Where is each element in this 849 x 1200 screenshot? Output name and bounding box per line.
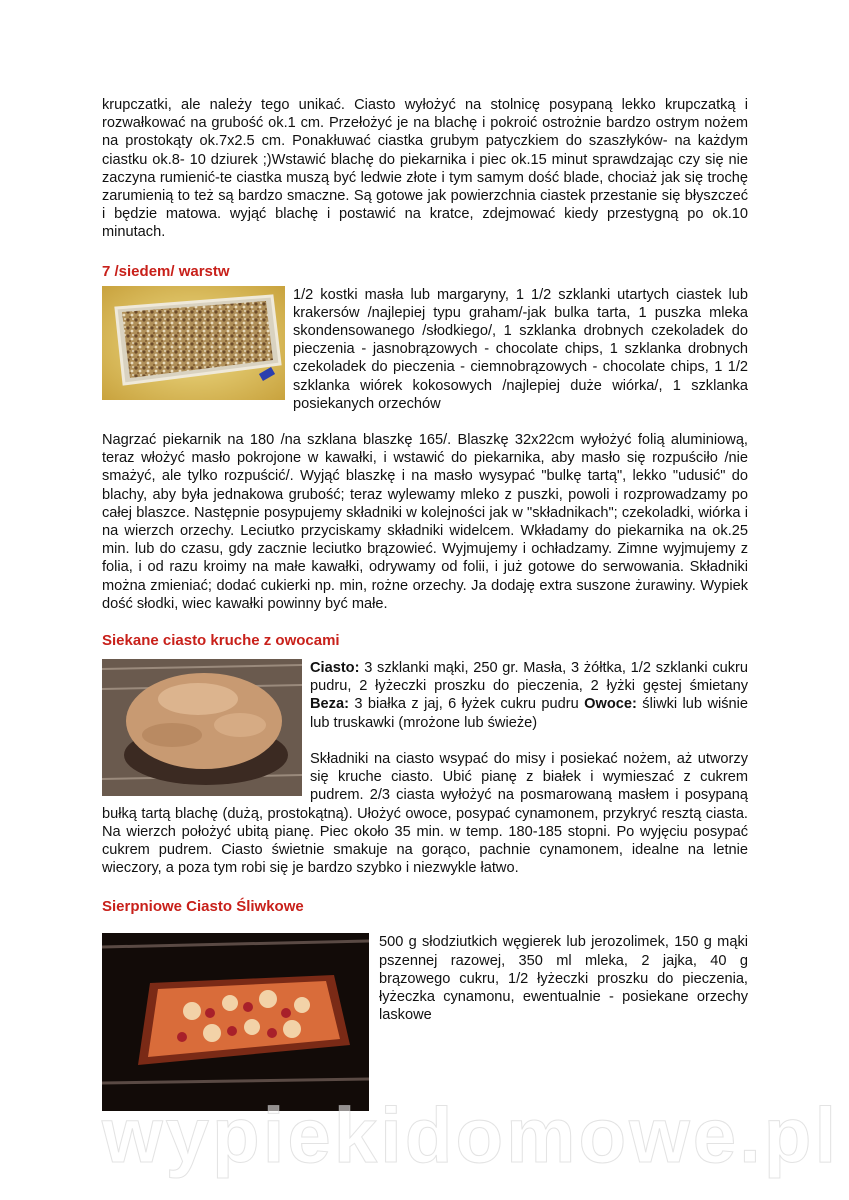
ingredient-label-beza: Beza: <box>310 696 349 713</box>
ingredient-text-ciasto: 3 szklanki mąki, 250 gr. Masła, 3 żółtka, 1/2 szklanki cukru pudru, 2 łyżeczki proszku do pieczenia, 2 łyżki gęstej śmietany <box>310 660 748 695</box>
plum-cake-photo <box>102 933 369 1111</box>
recipe3-title: Sierpniowe Ciasto Śliwkowe <box>102 898 304 916</box>
seven-layer-bars-photo <box>102 286 285 400</box>
intro-paragraph: krupczatki, ale należy tego unikać. Ciasto wyłożyć na stolnicę posypaną lekko krupczatką i rozwałkować na grubość ok.1 cm. Przełożyć je na blachę i pokroić ostrożnie bardzo ostrym nożem na prostokąty ok.7x2.5 cm. Ponakłuwać ciastka grubym patyczkiem do szaszłyków- na każdym ciastku ok.8- 10 dziurek ;)Wstawić blachę do piekarnika i piec ok.15 minut sprawdzając czy się nie zaczyna rumienić-te ciastka muszą być ledwie złote i tym samym dość blade, chociaż jak się trochę zarumienią to też są bardzo smaczne. Są gotowe jak powierzchnia ciastek przestanie się błyszczeć i będzie matowa. wyjąć blachę i postawić na kratce, zdejmować kiedy przestygną po ok.10 minutach. <box>102 97 748 241</box>
watermark-logo: wypiekidomowe.pl <box>102 1091 840 1179</box>
ingredient-label-owoce: Owoce: <box>584 696 637 713</box>
document-page <box>102 96 748 1111</box>
recipe1-ingredients: 1/2 kostki masła lub margaryny, 1 1/2 szklanki utartych ciastek lub krakersów /najlepiej typu graham/-jak bulka tarta, 1 puszka mleka skondensowanego /słodkiego/, 1 szklanka drobnych czekoladek do pieczenia - jasnobrązowych - chocolate chips, 1 szklanka drobnych czekoladek do pieczenia - ciemnobrązowych - chocolate chips, 1 1/2 szklanka wiórek kokosowych /najlepiej duże wiórka/, 1 szklanka posiekanych orzechów <box>293 286 748 412</box>
recipe2-method: Składniki na ciasto wsypać do misy i posiekać nożem, aż utworzy się kruche ciasto. Ubić pianę z białek i wymieszać z cukrem pudrem. 2/3 ciasta wyłożyć na posmarowaną masłem i posypaną bułką tartą blachę (dużą, prostokątną). Ułożyć owoce, posypać cynamonem, przykryć resztą ciasta. Na wierzch położyć ubitą pianę. Piec około 35 min. w temp. 180-185 stopni. Po wyjęciu posypać cukrem pudrem. Ciasto świetnie smakuje na gorąco, pachnie cynamonem, idealne na letnie wieczory, a poza tym robi się je bardzo szybko i niezwykle łatwo. <box>102 750 748 877</box>
recipe3-ingredients: 500 g słodziutkich węgierek lub jerozolimek, 150 g mąki pszennej razowej, 350 ml mleka, 2 jajka, 40 g brązowego cukru, 1/2 łyżeczki proszku do pieczenia, łyżeczka cynamonu, ewentualnie - posiekane orzechy laskowe <box>379 934 748 1024</box>
ingredient-text-owoce: śliwki lub wiśnie lub truskawki (mrożone lub świeże) <box>310 696 748 731</box>
recipe1-title: 7 /siedem/ warstw <box>102 262 230 280</box>
shortcrust-fruit-cake-photo <box>102 659 302 796</box>
ingredient-label-ciasto: Ciasto: <box>310 660 360 677</box>
recipe1-method: Nagrzać piekarnik na 180 /na szklana blaszkę 165/. Blaszkę 32x22cm wyłożyć folią aluminiową, teraz włożyć masło pokrojone w kawałki, i wstawić do piekarnika, aby masło się rozpuściło /nie smażyć, ale tylko rozpuścić/. Wyjąć blaszkę i na masło wysypać "bulkę tartą", lekko "udusić" do blachy, aby była jednakowa grubość; teraz wylewamy mleko z puszki, powoli i rozprowadzamy po całej blaszce. Następnie posypujemy składniki w kolejności jak w "składnikach"; czekoladki, wiórka i na wierzch orzechy. Leciutko przyciskamy składniki widelcem. Wkładamy do piekarnika na ok.25 min. lub do czasu, gdy zacznie leciutko brązowieć. Wyjmujemy i ochładzamy. Zimne wyjmujemy z folia, i od razu kroimy na małe kawałki, odrywamy od folii, i już gotowe do serwowania. Składniki można zmieniać; dodać cukierki np. min, rożne orzechy. Ja dodaję extra suszone żurawiny. Wypiek dość słodki, wiec kawałki powinny być małe. <box>102 432 748 612</box>
recipe2-title: Siekane ciasto kruche z owocami <box>102 632 340 650</box>
ingredient-text-beza: 3 białka z jaj, 6 łyżek cukru pudru <box>348 696 585 713</box>
